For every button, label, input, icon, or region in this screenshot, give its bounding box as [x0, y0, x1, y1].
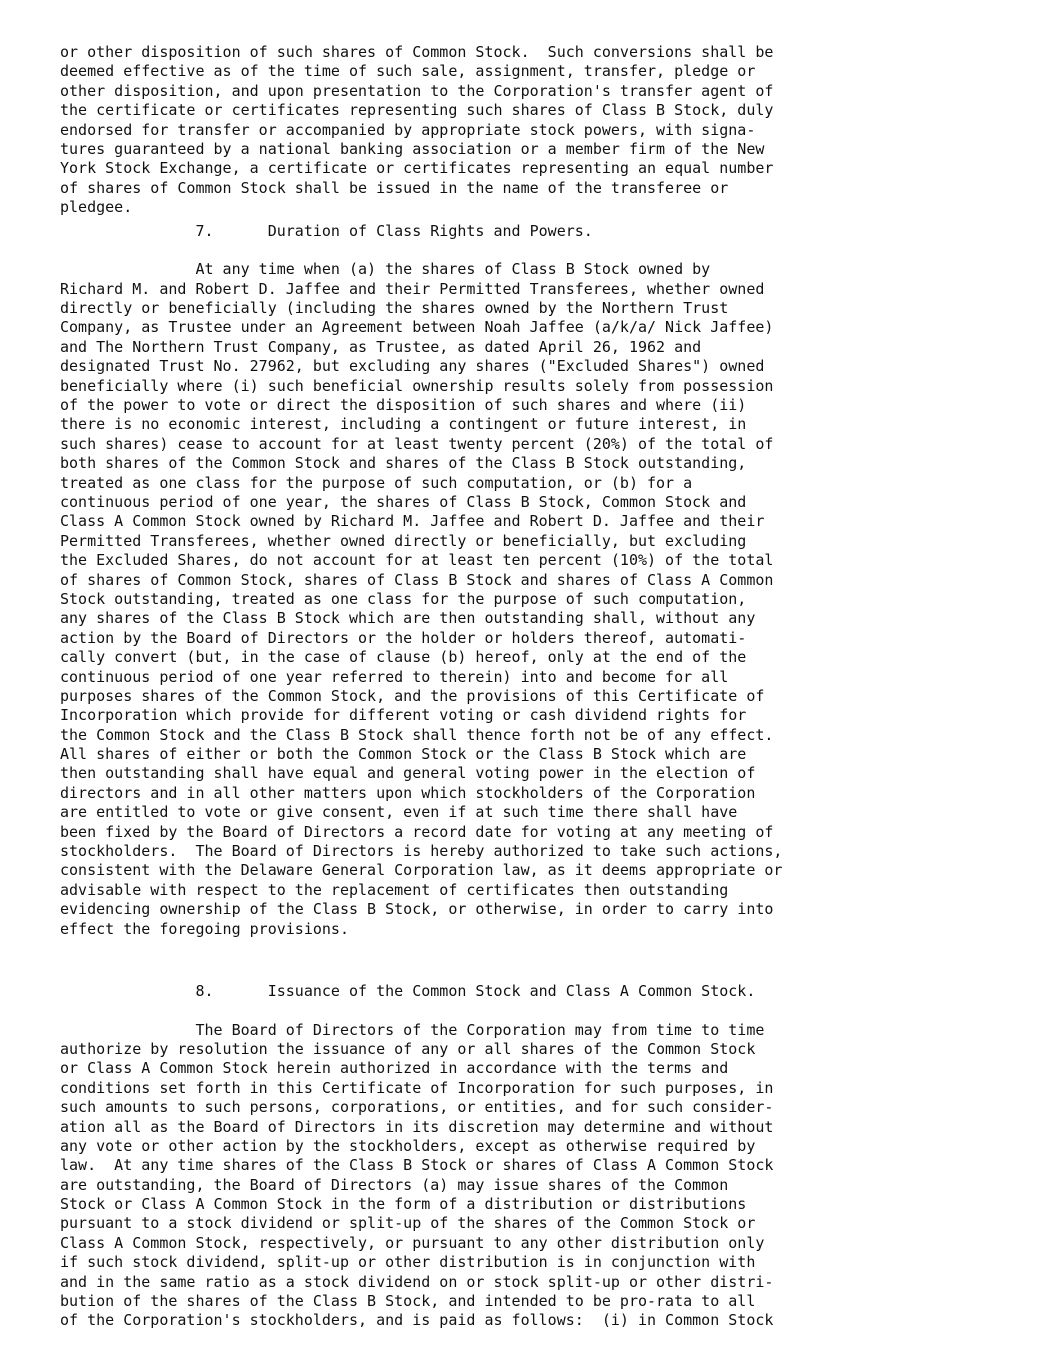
spacer: [60, 1001, 1040, 1020]
text-line: then outstanding shall have equal and general voting power in the election of: [60, 764, 756, 783]
text-line: deemed effective as of the time of such sale, assignment, transfer, pledge or: [60, 62, 756, 81]
text-line: advisable with respect to the replacement of certificates then outstanding: [60, 880, 729, 899]
text-line: Class A Common Stock, respectively, or pursuant to any other distribution only: [60, 1233, 765, 1252]
spacer: [60, 241, 1040, 260]
text-line: York Stock Exchange, a certificate or certificates representing an equal number: [60, 159, 774, 178]
text-line: tures guaranteed by a national banking association or a member firm of the New: [60, 139, 765, 158]
text-line: action by the Board of Directors or the holder or holders thereof, automati-: [60, 628, 747, 647]
text-line: are outstanding, the Board of Directors (a) may issue shares of the Common: [60, 1175, 729, 1194]
text-line: pledgee.: [60, 198, 133, 217]
text-line: or other disposition of such shares of Common Stock. Such conversions shall be: [60, 43, 774, 61]
text-line: Stock or Class A Common Stock in the form of a distribution or distributions: [60, 1195, 747, 1214]
section-7-paragraph: [60, 260, 1040, 939]
text-line: such shares) cease to account for at least twenty percent (20%) of the total of: [60, 434, 774, 453]
text-line: beneficially where (i) such beneficial ownership results solely from possession: [60, 376, 774, 395]
text-line: Company, as Trustee under an Agreement between Noah Jaffee (a/k/a/ Nick Jaffee): [60, 318, 774, 337]
text-line: of the power to vote or direct the disposition of such shares and where (ii): [60, 396, 747, 415]
text-line: and The Northern Trust Company, as Trustee, as dated April 26, 1962 and: [60, 337, 702, 356]
text-line: any vote or other action by the stockholders, except as otherwise required by: [60, 1136, 756, 1155]
text-line: purposes shares of the Common Stock, and the provisions of this Certificate of: [60, 686, 765, 705]
text-line: such amounts to such persons, corporations, or entities, and for such consider-: [60, 1098, 774, 1117]
text-line: are entitled to vote or give consent, even if at such time there shall have: [60, 803, 738, 822]
text-line: ation all as the Board of Directors in its discretion may determine and without: [60, 1117, 774, 1136]
text-line: of shares of Common Stock shall be issued in the name of the transferee or: [60, 178, 729, 197]
text-line: designated Trust No. 27962, but excluding any shares ("Excluded Shares") owned: [60, 357, 765, 376]
document-page: [60, 43, 1040, 1331]
text-line: treated as one class for the purpose of such computation, or (b) for a: [60, 473, 693, 492]
text-line: if such stock dividend, split-up or other distribution is in conjunction with: [60, 1253, 756, 1272]
text-line: directly or beneficially (including the shares owned by the Northern Trust: [60, 299, 729, 318]
text-line: bution of the shares of the Class B Stock, and intended to be pro-rata to all: [60, 1292, 756, 1311]
text-line: cally convert (but, in the case of clause (b) hereof, only at the end of the: [60, 648, 747, 667]
text-line: At any time when (a) the shares of Class B Stock owned by: [60, 260, 711, 279]
text-line: authorize by resolution the issuance of any or all shares of the Common Stock: [60, 1039, 756, 1058]
text-line: Permitted Transferees, whether owned directly or beneficially, but excluding: [60, 531, 747, 550]
text-line: and in the same ratio as a stock dividend on or stock split-up or other distri-: [60, 1272, 774, 1291]
spacer: [60, 939, 1040, 978]
text-line: there is no economic interest, including a contingent or future interest, in: [60, 415, 747, 434]
text-line: Class A Common Stock owned by Richard M. Jaffee and Robert D. Jaffee and their: [60, 512, 765, 531]
text-line: or Class A Common Stock herein authorized in accordance with the terms and: [60, 1059, 729, 1078]
text-line: consistent with the Delaware General Corporation law, as it deems appropriate or: [60, 861, 783, 880]
text-line: the Common Stock and the Class B Stock shall thence forth not be of any effect.: [60, 725, 774, 744]
text-line: stockholders. The Board of Directors is hereby authorized to take such actions,: [60, 842, 783, 861]
text-line: Incorporation which provide for different voting or cash dividend rights for: [60, 706, 747, 725]
text-line: continuous period of one year referred to therein) into and become for all: [60, 667, 729, 686]
text-line: of shares of Common Stock, shares of Class B Stock and shares of Class A Common: [60, 570, 774, 589]
text-line: All shares of either or both the Common Stock or the Class B Stock which are: [60, 745, 747, 764]
text-line: pursuant to a stock dividend or split-up of the shares of the Common Stock or: [60, 1214, 756, 1233]
text-line: law. At any time shares of the Class B Stock or shares of Class A Common Stock: [60, 1156, 774, 1175]
text-line: other disposition, and upon presentation to the Corporation's transfer agent of: [60, 81, 774, 100]
text-line: the Excluded Shares, do not account for at least ten percent (10%) of the total: [60, 551, 774, 570]
text-line: the certificate or certificates representing such shares of Class B Stock, duly: [60, 101, 774, 120]
section-8-paragraph: [60, 1021, 1040, 1331]
text-line: endorsed for transfer or accompanied by appropriate stock powers, with signa-: [60, 120, 756, 139]
text-line: Stock outstanding, treated as one class for the purpose of such computation,: [60, 589, 747, 608]
text-line: of the Corporation's stockholders, and is paid as follows: (i) in Common Stock: [60, 1311, 774, 1330]
text-line: effect the foregoing provisions.: [60, 919, 349, 938]
text-line: evidencing ownership of the Class B Stock, or otherwise, in order to carry into: [60, 900, 774, 919]
section-8-heading: 8. Issuance of the Common Stock and Class A Common Stock.: [60, 981, 756, 1000]
text-line: directors and in all other matters upon which stockholders of the Corporation: [60, 783, 756, 802]
text-line: continuous period of one year, the shares of Class B Stock, Common Stock and: [60, 492, 747, 511]
text-line: Richard M. and Robert D. Jaffee and their Permitted Transferees, whether owned: [60, 279, 765, 298]
text-line: The Board of Directors of the Corporation may from time to time: [60, 1020, 765, 1039]
text-line: conditions set forth in this Certificate of Incorporation for such purposes, in: [60, 1078, 774, 1097]
text-line: any shares of the Class B Stock which are then outstanding shall, without any: [60, 609, 756, 628]
text-line: both shares of the Common Stock and shares of the Class B Stock outstanding,: [60, 454, 747, 473]
text-line: been fixed by the Board of Directors a record date for voting at any meeting of: [60, 822, 774, 841]
section-7-heading: 7. Duration of Class Rights and Powers.: [60, 221, 593, 240]
intro-paragraph: [60, 43, 1040, 218]
